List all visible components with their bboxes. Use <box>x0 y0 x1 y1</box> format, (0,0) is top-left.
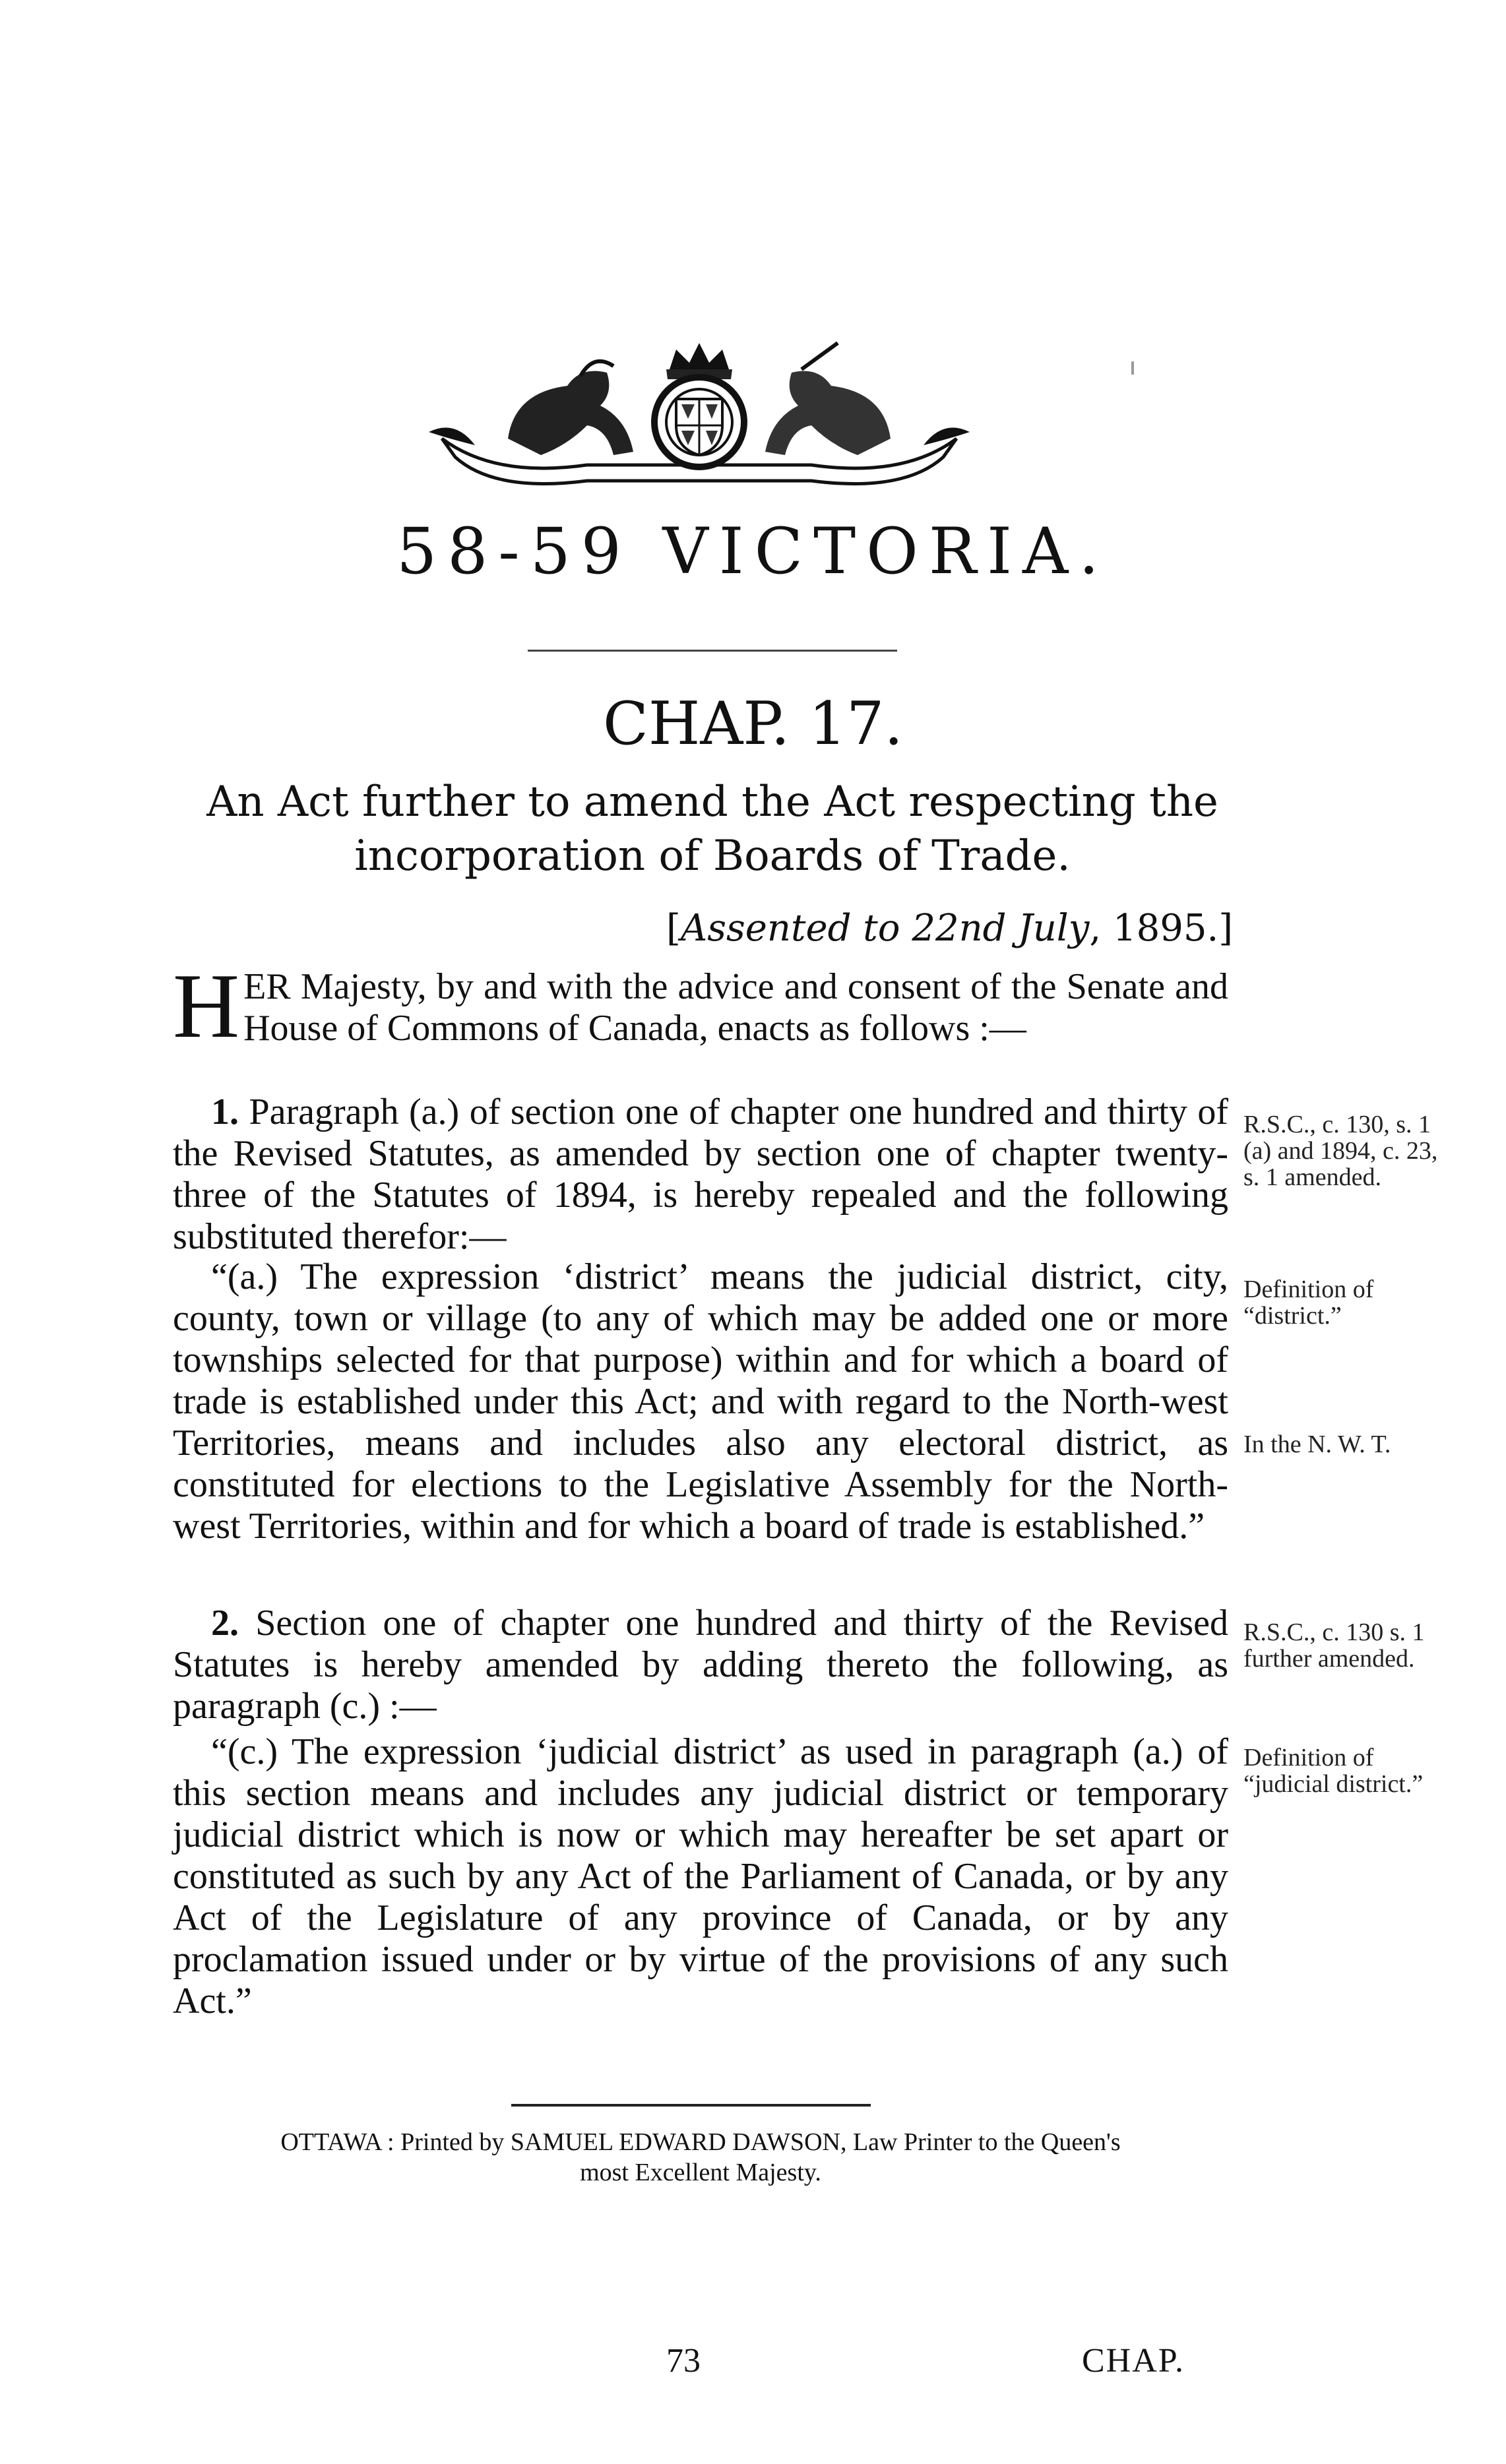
regnal-year-heading: 58-59 VICTORIA. <box>396 514 1110 588</box>
chapter-heading: CHAP. 17. <box>602 689 903 758</box>
printer-imprint <box>186 2127 1215 2188</box>
act-title: An Act further to amend the Act respecting the incorporation of Boards of Trade. <box>206 778 1218 880</box>
preamble-text: ER Majesty, by and with the advice and consent of the Senate and House of Commons of Canada, enacts as follows :— <box>243 966 1228 1049</box>
section-2 <box>173 1603 1228 1727</box>
section-2-definition: “(c.) The expression ‘judicial district’ as used in paragraph (a.) of this section means and includes any judicial district or temporary judicial district which is now or which may hereafter be set apart or constituted as such by any Act of the Parliament of Canada, or by any Act of the Legislature of any province of Canada, or by any proclamation issued under or by virtue of the provisions of any such Act.” <box>173 1731 1228 2021</box>
assent-label: Assented to <box>680 907 900 950</box>
royal-coat-of-arms-icon <box>416 340 983 491</box>
preamble <box>173 955 1228 1057</box>
catchword: CHAP. <box>1082 2342 1185 2380</box>
margin-note: In the N. W. T. <box>1243 1431 1391 1458</box>
ink-speck <box>1131 361 1134 375</box>
imprint-line: most Excellent Majesty. <box>580 2159 821 2186</box>
margin-note: R.S.C., c. 130 s. 1 further amended. <box>1243 1618 1425 1673</box>
assent-year: 1895. <box>1112 907 1219 950</box>
section-number: 1. <box>211 1092 239 1132</box>
drop-cap: H <box>173 955 240 1057</box>
margin-note: R.S.C., c. 130, s. 1 (a) and 1894, c. 23, s. 1 amended. <box>1243 1111 1438 1191</box>
footer-rule <box>511 2104 871 2107</box>
section-text: Section one of chapter one hundred and thirty of the Revised Statutes is hereby amended by adding thereto the following, as paragraph (c.) :— <box>173 1603 1229 1727</box>
section-number: 2. <box>211 1603 239 1644</box>
margin-note: Definition of “judicial district.” <box>1243 1744 1424 1798</box>
margin-note: Definition of “district.” <box>1243 1276 1374 1330</box>
section-1-definition: “(a.) The expression ‘district’ means the judicial district, city, county, town or village (to any of which may be added one or more townships selected for that purpose) within and for which a board of trade is established under this Act; and with regard to the North-west Territories, means and includes also any electoral district, as constituted for elections to the Legislative Assembly for the North-west Territories, within and for which a board of trade is established.” <box>173 1256 1228 1547</box>
imprint-line: OTTAWA : Printed by SAMUEL EDWARD DAWSON, Law Printer to the Queen's <box>280 2128 1121 2156</box>
section-text: Paragraph (a.) of section one of chapter one hundred and thirty of the Revised Statutes, as amended by section one of chapter twenty-three of the Statutes of 1894, is hereby repealed and the following substituted therefor:— <box>173 1092 1228 1257</box>
page-number: 73 <box>666 2342 701 2380</box>
section-1 <box>173 1092 1228 1258</box>
divider-rule <box>528 650 897 652</box>
assent-date: 22nd July <box>912 907 1090 950</box>
assent-line: [Assented to 22nd July, 1895.] <box>666 907 1234 950</box>
